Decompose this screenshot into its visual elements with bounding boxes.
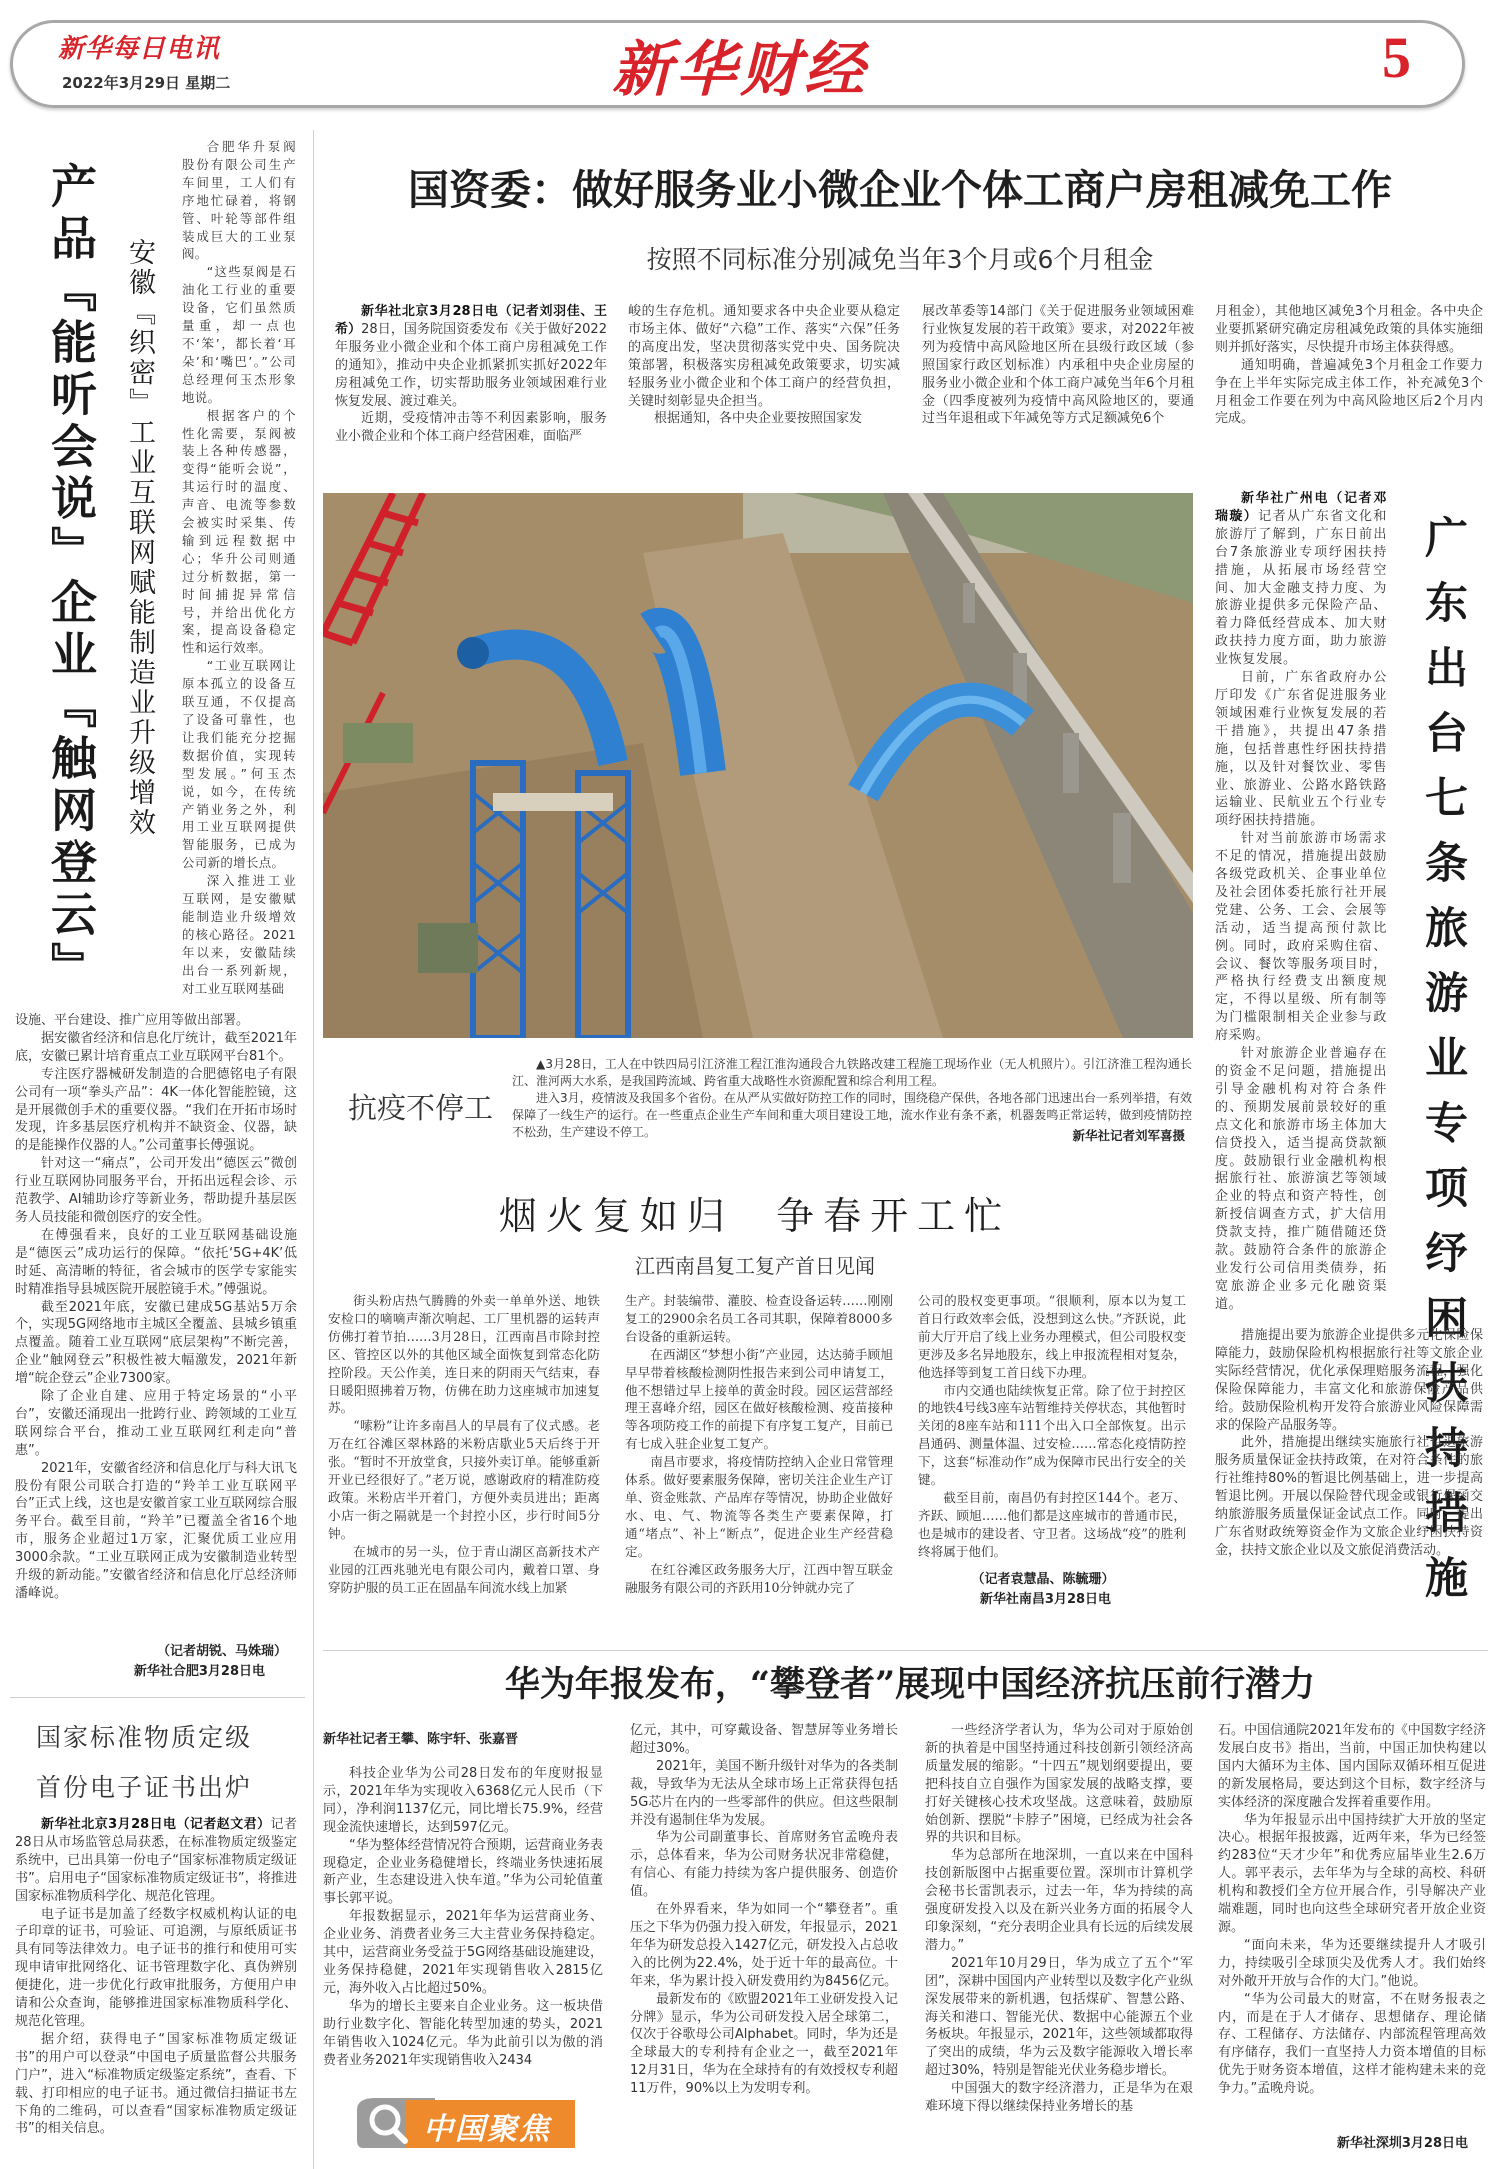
paragraph: 截至目前，南昌仍有封控区144个。老万、齐跃、顾旭……他们都是这座城市的普通市民，也是城市的建设者、守卫者。这场战“疫”的胜利终将属于他们。	[918, 1489, 1186, 1559]
huawei-column-2	[630, 1722, 898, 2098]
paragraph: 2021年，美国不断升级针对华为的各类制裁，导致华为无法从全球市场上正常获得包括5G芯片在内的一些零部件的供应。但这些限制并没有遏制住华为发展。	[630, 1758, 898, 1828]
caption-paragraph: ▲3月28日，工人在中铁四局引江济淮工程江淮沟通段合九铁路改建工程施工现场作业（无人机照片）。引江济淮工程沟通长江、淮河两大水系，是我国跨流域、跨省重大战略性水资源配置和综合利用工程。	[512, 1057, 1192, 1088]
paragraph: “华为公司最大的财富，不在财务报表之内，而是在于人才储存、思想储存、理论储存、工程储存、方法储存、内部流程管理高效有序储存，我们一直坚持人力资本增值的目标优先于财务资本增值，这样才能构建未来的竞争力。”孟晚舟说。	[1218, 1991, 1486, 2097]
dateline-lead: 新华社北京3月28日电（记者刘羽佳、王希）	[335, 304, 607, 337]
standards-headline-line2: 首份电子证书出炉	[36, 1773, 253, 1802]
paper-logo: 新华每日电讯	[58, 34, 221, 64]
main-subheadline: 按照不同标准分别减免当年3个月或6个月租金	[646, 245, 1154, 274]
paragraph: 截至2021年底，安徽已建成5G基站5万余个，实现5G网络地市主城区全覆盖、县城乡镇重点覆盖。随着工业互联网“底层架构”不断完善，企业“触网登云”积极性被大幅激发，2021年新增“皖企登云”企业7300家。	[15, 1299, 297, 1387]
jiangxi-column-2	[625, 1292, 893, 1596]
paragraph: 合肥华升泵阀股份有限公司生产车间里，工人们有序地忙碌着，将钢管、叶轮等部件组装成巨大的工业泵阀。	[182, 139, 296, 262]
paragraph	[15, 1816, 297, 1906]
anhui-dateline: 新华社合肥3月28日电	[133, 1664, 265, 1679]
paragraph: 设施、平台建设、推广应用等做出部署。	[15, 1013, 250, 1028]
huawei-column-3	[925, 1722, 1193, 2116]
paragraph: 2021年，安徽省经济和信息化厅与科大讯飞股份有限公司联合打造的“羚羊工业互联网平台”正式上线，这也是安徽首家工业互联网综合服务平台。截至目前，“羚羊”已覆盖全省16个地市，服务企业超过1万家，汇聚优质工业应用3000余款。“工业互联网正成为安徽制造业转型升级的新动能。”安徽省经济和信息化厅总经济师潘峰说。	[15, 1460, 297, 1601]
paragraph: 据介绍，获得电子“国家标准物质定级证书”的用户可以登录“中国电子质量监督公共服务门户”，进入“标准物质定级鉴定系统”，查看、下载、打印相应的电子证书。通过微信扫描证书左下角的二维码，可以查看“国家标准物质定级证书”的相关信息。	[15, 2031, 297, 2137]
paragraph: 生产。封装编带、灌胶、检查设备运转……刚刚复工的2900余名员工各司其职，保障着8000多台设备的重新运转。	[625, 1293, 893, 1344]
paragraph-text: 记者从广东省文化和旅游厅了解到，广东日前出台7条旅游业专项纾困扶持措施，从拓展市场经营空间、加大金融支持力度、为旅游业提供多元保险产品、着力降低经营成本、加大财政扶持力度方面，助力旅游业恢复发展。	[1215, 508, 1387, 668]
photo-label: 抗疫不停工	[348, 1091, 494, 1125]
standards-headline-line1: 国家标准物质定级	[36, 1723, 253, 1752]
main-headline: 国资委：做好服务业小微企业个体工商户房租减免工作	[408, 166, 1392, 214]
section-title: 新华财经	[612, 35, 868, 105]
paragraph: 市内交通也陆续恢复正常。除了位于封控区的地铁4号线3座车站暂维持关停状态，其他暂时关闭的8座车站和111个出入口全部恢复。出示昌通码、测量体温、过安检……常态化疫情防控下，这套“标准动作”成为保障市民出行安全的关键。	[918, 1382, 1186, 1488]
paragraph: 华为的增长主要来自企业业务。这一板块借助行业数字化、智能化转型加速的势头，2021年销售收入1024亿元。华为此前引以为傲的消费者业务2021年实现销售收入2434	[323, 1998, 603, 2068]
paragraph: 中国强大的数字经济潜力，正是华为在艰难环境下得以继续保持业务增长的基	[925, 2081, 1193, 2115]
section-divider	[10, 1697, 305, 1698]
anhui-byline: （记者胡锐、马姝瑞）	[156, 1644, 287, 1659]
paragraph: 措施提出要为旅游企业提供多元化保险保障能力，鼓励保险机构根据旅行社等文旅企业实际经营情况，优化承保理赔服务流程，强化保险保障能力，丰富文化和旅游保险产品供给。鼓励保险机构开发符合旅游业风险保障需求的保险产品服务等。	[1215, 1328, 1483, 1433]
paragraph	[1215, 490, 1387, 669]
paragraph: “面向未来，华为还要继续提升人才吸引力，持续吸引全球顶尖及优秀人才。我们始终对外敞开开放与合作的大门。”他说。	[1218, 1937, 1486, 1989]
paragraph: 在西湖区“梦想小街”产业园，达达骑手顾旭早早带着核酸检测阴性报告来到公司申请复工，他不想错过早上接单的黄金时段。园区运营部经理王喜峰介绍，园区在做好核酸检测、疫苗接种等各项防疫工作的前提下有序复工复产，目前已有七成入驻企业复工复产。	[625, 1346, 893, 1452]
dateline-lead: 新华社广州电（记者邓瑞璇）	[1215, 491, 1387, 524]
news-photo-construction-site	[323, 493, 1193, 1038]
huawei-dateline: 新华社深圳3月28日电	[1336, 2136, 1468, 2151]
construction-site-illustration	[323, 493, 1193, 1038]
main-article-column-1	[335, 303, 607, 446]
huawei-headline: 华为年报发布，“攀登者”展现中国经济抗压前行潜力	[504, 1664, 1316, 1705]
anhui-body-narrow	[182, 138, 296, 998]
column-divider	[313, 130, 314, 2169]
paragraph: 峻的生存危机。通知要求各中央企业要从稳定市场主体、做好“六稳”工作、落实“六保”任务的高度出发，坚决贯彻落实党中央、国务院决策部署，积极落实房租减免政策要求，切实减轻服务业小微企业和个体工商户的经营负担，关键时刻彰显央企担当。	[628, 304, 900, 409]
paragraph: 此外，措施提出继续实施旅行社暂退旅游服务质量保证金扶持政策，在对符合条件的旅行社维持80%的暂退比例基础上，进一步提高暂退比例。开展以保险替代现金或银行保函交纳旅游服务质量保证金试点工作。同时，提出广东省财政统筹资金作为文旅企业纾困扶持资金，扶持文旅企业以及文旅促消费活动。	[1215, 1435, 1483, 1558]
photo-credit: 新华社记者刘军喜摄	[1072, 1128, 1185, 1143]
caption-paragraph: 进入3月，疫情波及我国多个省份。在从严从实做好防控工作的同时，围绕稳产保供，各地各部门迅速出台一系列举措，有效保障了一线生产的运行。在一些重点企业生产车间和重大项目建设工地，流水作业有条不紊，机器轰鸣正常运转，做到疫情防控不松劲，生产建设不停工。	[512, 1091, 1192, 1139]
section-divider	[323, 1650, 1488, 1651]
huawei-column-1	[323, 1765, 603, 2069]
paragraph: 展改革委等14部门《关于促进服务业领域困难行业恢复发展的若干政策》要求，对2022年被列为疫情中高风险地区所在县级行政区域（参照国家行政区划标准）内承租中央企业房屋的服务业小微企业和个体工商户减免当年6个月租金（四季度被列为疫情中高风险地区的，要通过当年退租或下年减免等方式足额减免6个	[922, 304, 1194, 427]
paragraph: 最新发布的《欧盟2021年工业研发投入记分牌》显示，华为公司研发投入居全球第二，仅次于谷歌母公司Alphabet。同时，华为还是全球最大的专利持有企业之一，截至2021年12月31日，华为在全球持有的有效授权专利超11万件，90%以上为发明专利。	[630, 1991, 898, 2097]
paragraph: 2021年10月29日，华为成立了五个“军团”，深耕中国国内产业转型以及数字化产业纵深发展带来的新机遇，包括煤矿、智慧公路、海关和港口、智能光伏、数据中心能源五个业务板块。年报显示，2021年，这些领域都取得了突出的成绩，华为云及数字能源收入增长率超过30%，特别是智能光伏业务稳步增长。	[925, 1955, 1193, 2079]
paragraph: “这些泵阀是石油化工行业的重要设备，它们虽然质量重，却一点也不‘笨’，都长着‘耳朵’和‘嘴巴’。”公司总经理何玉杰形象地说。	[182, 264, 296, 405]
paragraph: 科技企业华为公司28日发布的年度财报显示，2021年华为实现收入6368亿元人民币（下同），净利润1137亿元，同比增长75.9%，经营现金流快速增长，达到597亿元。	[323, 1766, 603, 1835]
main-article-column-2	[628, 303, 900, 428]
paragraph: 街头粉店热气腾腾的外卖一单单外送、地铁安检口的嘀嘀声渐次响起、工厂里机器的运转声仿佛打着节拍……3月28日，江西南昌市除封控区、管控区以外的其他区域全面恢复到常态化防控阶段。天公作美，连日来的阴雨天气结束，春日暖阳照拂着万物，仿佛在助力这座城市加速复苏。	[328, 1293, 600, 1416]
paragraph: 亿元，其中，可穿戴设备、智慧屏等业务增长超过30%。	[630, 1723, 898, 1756]
guangdong-body-wide	[1215, 1327, 1483, 1560]
anhui-headline: 产品『能听会说』企业『触网登云』	[44, 162, 98, 994]
paragraph: 华为年报显示出中国持续扩大开放的坚定决心。根据年报披露，近两年来，华为已经签约283位“天才少年”和优秀应届毕业生2.6万人。郭平表示，去年华为与全球的高校、科研机构和教授们全方位开展合作，引导解决产业端难题，同时也向这些全球研究者开放企业资源。	[1218, 1812, 1486, 1935]
paragraph: 除了企业自建、应用于特定场景的“小平台”，安徽还涌现出一批跨行业、跨领域的工业互联网综合平台，推动工业互联网红利走向“普惠”。	[15, 1389, 297, 1458]
paragraph: 专注医疗器械研发制造的合肥德铭电子有限公司有一项“拳头产品”：4K一体化智能腔镜，这是开展微创手术的重要仪器。“我们在开拓市场时发现，许多基层医疗机构并不缺资金、仪器，缺的是能操作仪器的人。”公司董事长傅强说。	[15, 1066, 297, 1154]
guangdong-headline: 广东出台七条旅游业专项纾困扶持措施	[1418, 515, 1468, 1620]
jiangxi-dateline: 新华社南昌3月28日电	[979, 1592, 1112, 1607]
guangdong-body-narrow	[1215, 490, 1387, 1314]
paragraph: “嗦粉”让许多南昌人的早晨有了仪式感。老万在红谷滩区翠林路的米粉店歇业5天后终于开张。“暂时不开放堂食，只接外卖订单。能够重新开业已经很好了。”老万说，感谢政府的精准防疫政策。米粉店半开着门，方便外卖员进出；距离小店一街之隔就是一个封控小区，步行时间5分钟。	[328, 1418, 600, 1541]
paragraph: 华为总部所在地深圳，一直以来在中国科技创新版图中占据重要位置。深圳市计算机学会秘书长雷凯表示，过去一年，华为持续的高强度研发投入以及在新兴业务方面的拓展令人印象深刻，“充分表明企业具有长远的后续发展潜力。”	[925, 1848, 1193, 1953]
dateline-lead: 新华社北京3月28日电（记者赵文君）	[41, 1817, 271, 1832]
issue-date: 2022年3月29日 星期二	[62, 74, 231, 92]
huawei-byline: 新华社记者王攀、陈宇轩、张嘉晋	[323, 1732, 519, 1747]
paragraph: “华为整体经营情况符合预期，运营商业务表现稳定，企业业务稳健增长，终端业务快速拓展新产业，生态建设进入快车道。”华为公司轮值董事长郭平说。	[323, 1837, 603, 1907]
paragraph: 针对这一“痛点”，公司开发出“德医云”微创行业互联网协同服务平台，开拓出远程会诊、示范教学、AI辅助诊疗等新业务，帮助提升基层医务人员技能和微创医疗的安全性。	[15, 1156, 297, 1225]
jiangxi-column-3	[918, 1292, 1186, 1561]
column-logo-label: 中国聚焦	[423, 2112, 551, 2147]
paragraph: 月租金），其他地区减免3个月租金。各中央企业要抓紧研究确定房租减免政策的具体实施细则并抓好落实，尽快提升市场主体获得感。	[1215, 304, 1483, 355]
jiangxi-headline: 烟火复如归 争春开工忙	[498, 1194, 1012, 1238]
paragraph: 南昌市要求，将疫情防控纳入企业日常管理体系。做好要素服务保障，密切关注企业生产订单、资金账款、产品库存等情况，协助企业做好水、电、气、物流等各类生产要素保障，打通“堵点”、补上“断点”，促进企业生产经营稳定。	[625, 1454, 893, 1559]
paragraph: 据安徽省经济和信息化厅统计，截至2021年底，安徽已累计培育重点工业互联网平台81个。	[15, 1030, 297, 1064]
jiangxi-column-1	[328, 1292, 600, 1596]
paragraph: 电子证书是加盖了经数字权威机构认证的电子印章的证书，可验证、可追溯，与原纸质证书具有同等法律效力。电子证书的推行和使用可实现申请审批网络化、证书管理数字化、真伪辨别便捷化，进一步优化行政审批服务，方便用户申请和公众查询，能够推进国家标准物质科学化、规范化管理。	[15, 1906, 297, 2029]
paragraph: 针对当前旅游市场需求不足的情况，措施提出鼓励各级党政机关、企事业单位及社会团体委托旅行社开展党建、公务、工会、会展等活动，适当提高预付款比例。同时，政府采购住宿、会议、餐饮等服务项目时，严格执行经费支出额度规定，不得以星级、所有制等为门槛限制相关企业参与政府采购。	[1215, 831, 1387, 1044]
main-article-column-4	[1215, 303, 1483, 428]
paragraph: 日前，广东省政府办公厅印发《广东省促进服务业领域困难行业恢复发展的若干措施》，共提出47条措施，包括普惠性纾困扶持措施，以及针对餐饮业、零售业、旅游业、公路水路铁路运输业、民航业五个行业专项纾困扶持措施。	[1215, 670, 1387, 829]
anhui-body-wide	[15, 1012, 297, 1603]
main-article-column-3	[922, 303, 1194, 428]
paragraph: 根据通知，各中央企业要按照国家发	[654, 411, 863, 427]
paragraph: 根据客户的个性化需要，泵阀被装上各种传感器，变得“能听会说”，其运行时的温度、声音、电流等参数会被实时采集、传输到远程数据中心；华升公司则通过分析数据，第一时间捕捉异常信号，并给出优化方案，提高设备稳定性和运行效率。	[182, 407, 296, 656]
paragraph: 近期，受疫情冲击等不利因素影响，服务业小微企业和个体工商户经营困难，面临严	[335, 411, 607, 445]
paragraph: 华为公司副董事长、首席财务官孟晚舟表示，总体看来，华为公司财务状况非常稳健，有信心、有能力持续为客户提供服务、创造价值。	[630, 1830, 898, 1900]
column-logo	[355, 2096, 577, 2150]
paragraph: 在傅强看来，良好的工业互联网基础设施是“德医云”成功运行的保障。“依托‘5G+4K’低时延、高清晰的特征，省会城市的医学专家能实时精准指导县城医院开展腔镜手术。”傅强说。	[15, 1227, 297, 1297]
anhui-subheadline: 安徽『织密』工业互联网赋能制造业升级增效	[124, 238, 155, 838]
paragraph: 针对旅游企业普遍存在的资金不足问题，措施提出引导金融机构对符合条件的、预期发展前景较好的重点文化和旅游市场主体加大信贷投入，适当提高贷款额度。鼓励银行业金融机构根据旅行社、旅游演艺等领域企业的特点和资产特性，创新授信调查方式，扩大信用贷款支持，推广随借随还贷款。鼓励符合条件的旅游企业发行公司信用类债券，拓宽旅游企业多元化融资渠道。	[1215, 1046, 1387, 1312]
paragraph-text: 28日，国务院国资委发布《关于做好2022年服务业小微企业和个体工商户房租减免工作的通知》，推动中央企业抓紧抓实抓好2022年房租减免工作，切实帮助服务业领域困难行业恢复发展、渡过难关。	[335, 321, 607, 409]
paragraph: 在城市的另一头，位于青山湖区高新技术产业园的江西兆驰光电有限公司内，戴着口罩、身穿防护服的员工正在固晶车间流水线上加紧	[328, 1543, 600, 1595]
paragraph: 一些经济学者认为，华为公司对于原始创新的执着是中国坚持通过科技创新引领经济高质量发展的缩影。“十四五”规划纲要提出，要把科技自立自强作为国家发展的战略支撑，要打好关键核心技术攻坚战。这意味着，鼓励原始创新、摆脱“卡脖子”困境，已经成为社会各界的共识和目标。	[925, 1723, 1193, 1846]
paragraph: 深入推进工业互联网，是安徽赋能制造业升级增效的核心路径。2021年以来，安徽陆续出台一系列新规，对工业互联网基础	[182, 873, 296, 996]
huawei-column-4	[1218, 1722, 1486, 2098]
paragraph	[335, 303, 607, 410]
paragraph: 石。中国信通院2021年发布的《中国数字经济发展白皮书》指出，当前，中国正加快构建以国内大循环为主体、国内国际双循环相互促进的新发展格局，要达到这个目标，数字经济与实体经济的深度融合发挥着重要作用。	[1218, 1723, 1486, 1810]
page-number: 5	[1382, 25, 1411, 90]
paragraph-text: 记者28日从市场监管总局获悉，在标准物质定级鉴定系统中，已出具第一份电子“国家标准物质定级证书”。启用电子“国家标准物质定级证书”，将推进国家标准物质科学化、规范化管理。	[15, 1817, 297, 1904]
standards-body	[15, 1816, 297, 2138]
paragraph: 在红谷滩区政务服务大厅，江西中智互联金融服务有限公司的齐跃用10分钟就办完了	[625, 1561, 893, 1595]
paragraph: 年报数据显示，2021年华为运营商业务、企业业务、消费者业务三大主营业务保持稳定。其中，运营商业务受益于5G网络基础设施建设，业务保持稳健，2021年实现销售收入2815亿元，海外收入占比超过50%。	[323, 1909, 603, 1996]
paragraph: 公司的股权变更事项。“很顺利，原本以为复工首日行政效率会低，没想到这么快。”齐跃说，此前大厅开启了线上业务办理模式，但公司股权变更涉及多名异地股东，线上申报流程相对复杂，他选择等到复工首日线下办理。	[918, 1293, 1186, 1380]
paragraph: 通知明确，普遍减免3个月租金工作要力争在上半年实际完成主体工作，补充减免3个月租金工作要在列为中高风险地区后2个月内完成。	[1215, 357, 1483, 427]
jiangxi-byline: （记者袁慧晶、陈毓珊）	[971, 1572, 1115, 1587]
paragraph: 在外界看来，华为如同一个“攀登者”。重压之下华为仍强力投入研发，年报显示，2021年华为研发总投入1427亿元，研发投入占总收入的比例为22.4%，处于近十年的最高位。十年来，华为累计投入研发费用约为8456亿元。	[630, 1902, 898, 1989]
jiangxi-subheadline: 江西南昌复工复产首日见闻	[635, 1254, 875, 1278]
paragraph: “工业互联网让原本孤立的设备互联互通，不仅提高了设备可靠性，也让我们能充分挖掘数据价值，实现转型发展。”何玉杰说，如今，在传统产销业务之外，利用工业互联网提供智能服务，已成为公司新的增长点。	[182, 658, 296, 871]
